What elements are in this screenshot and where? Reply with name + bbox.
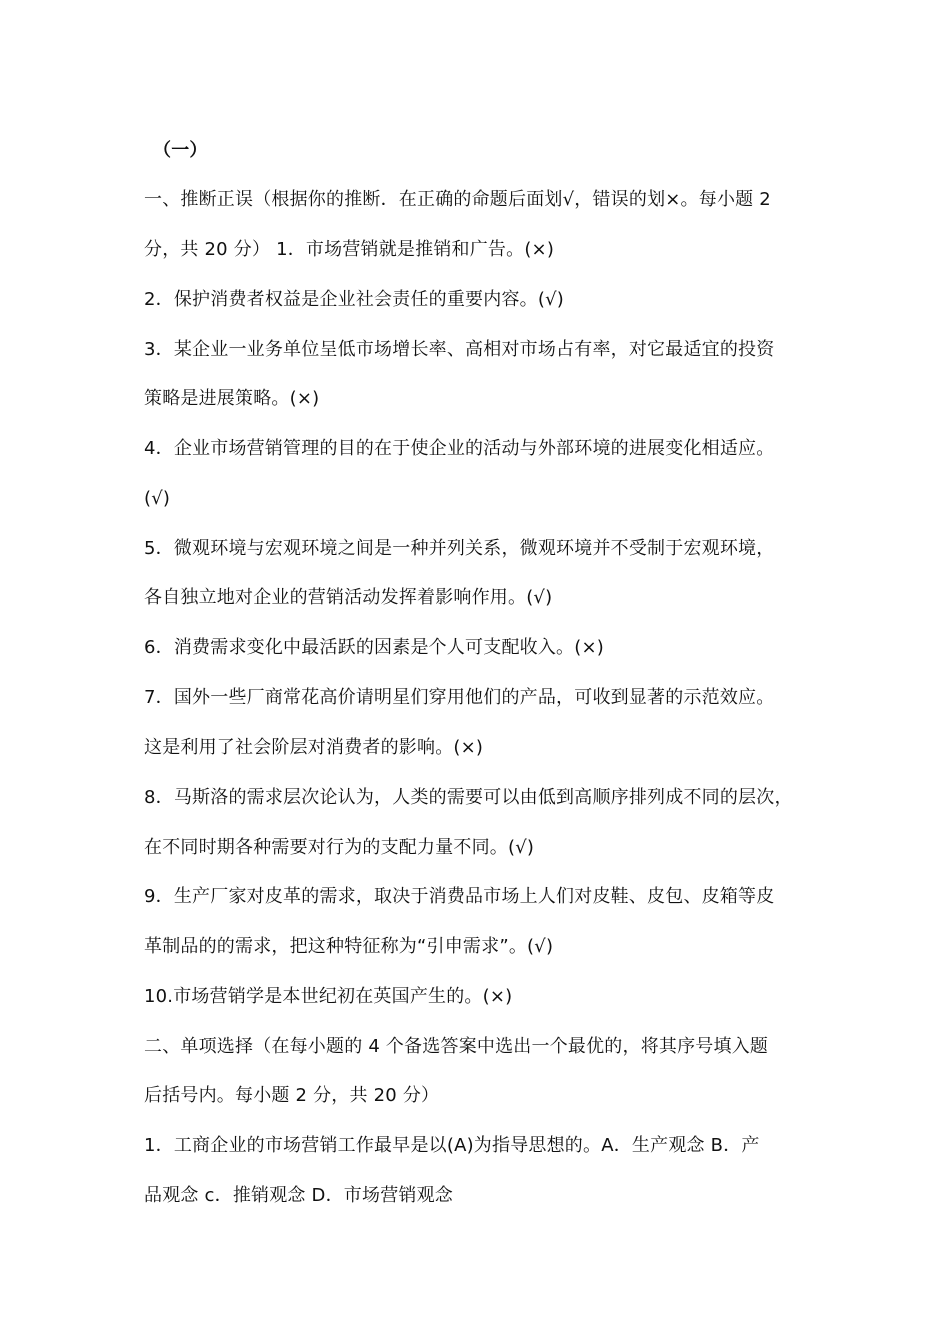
text-line: 策略是进展策略。(×)	[144, 388, 320, 409]
text-line: 革制品的的需求，把这种特征称为“引申需求”。(√)	[144, 936, 554, 957]
text-line: 9．生产厂家对皮革的需求，取决于消费品市场上人们对皮鞋、皮包、皮箱等皮	[144, 886, 775, 907]
text-line: 后括号内。每小题 2 分，共 20 分）	[144, 1085, 440, 1106]
text-line: 这是利用了社会阶层对消费者的影响。(×)	[144, 737, 484, 758]
text-line: 在不同时期各种需要对行为的支配力量不同。(√)	[144, 837, 535, 858]
text-line: 8．马斯洛的需求层次论认为，人类的需要可以由低到高顺序排列成不同的层次，	[144, 787, 793, 808]
text-line: 1．工商企业的市场营销工作最早是以(A)为指导思想的。A．生产观念 B．产	[144, 1135, 760, 1156]
text-line: 7．国外一些厂商常花高价请明星们穿用他们的产品，可收到显著的示范效应。	[144, 687, 775, 708]
text-line: 各自独立地对企业的营销活动发挥着影响作用。(√)	[144, 587, 553, 608]
text-line: 4．企业市场营销管理的目的在于使企业的活动与外部环境的进展变化相适应。	[144, 438, 775, 459]
text-line: 品观念 c．推销观念 D．市场营销观念	[144, 1185, 453, 1206]
text-line: 3．某企业一业务单位呈低市场增长率、高相对市场占有率，对它最适宜的投资	[144, 339, 775, 360]
document-title: （一）	[153, 140, 208, 161]
text-line: 10.市场营销学是本世纪初在英国产生的。(×)	[144, 986, 513, 1007]
text-line: 5．微观环境与宏观环境之间是一种并列关系，微观环境并不受制于宏观环境，	[144, 538, 775, 559]
text-line: 二、单项选择（在每小题的 4 个备选答案中选出一个最优的，将其序号填入题	[144, 1036, 769, 1057]
text-line: 6．消费需求变化中最活跃的因素是个人可支配收入。(×)	[144, 637, 604, 658]
text-line: 2．保护消费者权益是企业社会责任的重要内容。(√)	[144, 289, 564, 310]
text-line: (√)	[144, 488, 171, 509]
text-line: 分，共 20 分） 1．市场营销就是推销和广告。(×)	[144, 239, 555, 260]
text-line: 一、推断正误（根据你的推断．在正确的命题后面划√，错误的划×。每小题 2	[144, 189, 771, 210]
